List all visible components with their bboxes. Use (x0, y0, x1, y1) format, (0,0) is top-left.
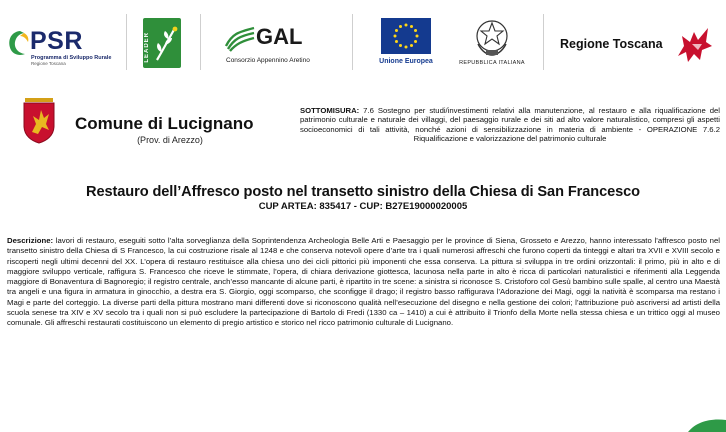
leader-plant-icon (153, 24, 179, 62)
psr-logo (6, 22, 122, 66)
gal-waves-icon (224, 24, 256, 52)
description-label: Descrizione: (7, 236, 54, 245)
eu-star-icon (416, 35, 419, 38)
comune-province: (Prov. di Arezzo) (137, 135, 203, 145)
eu-star-icon (399, 25, 402, 28)
eu-star-icon (414, 29, 417, 32)
eu-star-icon (405, 46, 408, 49)
repubblica-label: REPUBBLICA ITALIANA (459, 60, 525, 66)
comune-crest-icon (22, 96, 56, 144)
sottomisura-label: SOTTOMISURA: (300, 106, 360, 115)
winged-horse-icon (672, 22, 716, 66)
project-title: Restauro dell’Affresco posto nel transetto sinistro della Chiesa di San Francesco (86, 184, 640, 200)
logo-strip (0, 0, 726, 82)
comune-name: Comune di Lucignano (75, 114, 254, 133)
repubblica-logo (452, 16, 532, 70)
sottomisura-body: 7.6 Sostegno per studi/investimenti relativi alla manutenzione, al restauro e alla riqualificazione del patrimonio culturale e naturale dei villaggi, del paesaggio rurale e dei siti ad alto valore naturalistico, compresi gli aspetti socioeconomici di tali attività, nonché azioni di sensibilizzazione in materia di ambiente - OPERAZIONE 7.6.2 Riqualificazione e valorizzazione del patrimonio culturale (300, 106, 720, 144)
gal-wordmark: GAL (256, 24, 303, 49)
eu-star-icon (414, 40, 417, 43)
eu-label: Unione Europea (379, 58, 433, 65)
italian-emblem-icon (474, 16, 510, 58)
logo-divider (543, 14, 544, 70)
corner-decoration-icon (686, 410, 726, 432)
logo-divider (352, 14, 353, 70)
logo-divider (126, 14, 127, 70)
psr-small-caption: Regione Toscana (31, 61, 66, 66)
psr-swoosh-icon (6, 28, 30, 58)
toscana-label: Regione Toscana (560, 37, 663, 51)
eu-star-icon (410, 25, 413, 28)
psr-wordmark: PSR (30, 27, 83, 55)
sottomisura-text (300, 106, 720, 144)
leader-logo (143, 18, 181, 68)
gal-logo (224, 22, 314, 68)
toscana-logo (560, 22, 720, 68)
eu-star-icon (395, 40, 398, 43)
description-body: lavori di restauro, eseguiti sotto l’alta sorveglianza della Soprintendenza Archeologia Belle Arti e Paesaggio per le province di Siena, Grosseto e Arezzo, hanno interessato l’affresco posto nel transetto sinistro della Chiesa di S Francesco, la cui costruzione risale al 1248 e che conserva notevoli opere d’arte tra i quali numerosi affreschi che furono coperti da tinteggi e altari tra XVII e XVIII secolo e riscoperti negli ultimi decenni del XX. L’opera di restauro restituisce alla chiesa uno dei cicli pittorici più imponenti che essa conserva. La pittura si sviluppa in tre ordini orizzontali: il primo, più in alto e di maggiore sviluppo verticale, raffigura S. Francesco che riceve le stimmate, l’opera, di chiara derivazione giottesca, lacunosa nella parte in alto è ricca di particolari naturalistici e riferimenti alla Leggenda maggiore di Bonaventura di Bagnoregio; il registro centrale, anch’esso mancante di alcune parti, è ripartito in tre scene: a sinistra si riconosce S. Cristoforo col Gesù bambino sulle spalle, al centro una Maestà tra angeli e una figura in armatura in ginocchio, a destra era S. Giorgio, oggi scomparso, che sconfigge il drago; il registro basso raffigurava l’Adorazione dei Magi, oggi la natività è scomparsa ma restano i Magi e parte del corteggio. La diverse parti della pittura mostrano mani differenti dove si riconoscono qualità nell’esecuzione del disegno e nella gestione dei colori; l’attribuzione può ascriversi ad artisti della scuola senese tra XIV e XV secolo tra i quali non si può escludere la partecipazione di Bartolo di Fredi (1330 ca – 1410) a cui è attribuito il Trionfo della Morte nella stessa chiesa e un trittico oggi al museo comunale. Gli affreschi restaurati costituiscono un elemento di pregio artistico e storico nel ricco patrimonio culturale di Lucignano. (7, 236, 720, 328)
comune-header (0, 86, 726, 156)
eu-stars-icon (381, 18, 431, 54)
eu-star-icon (410, 44, 413, 47)
eu-logo (377, 18, 435, 70)
psr-subtitle: Programma di Sviluppo Rurale (31, 55, 112, 61)
gal-subtitle: Consorzio Appennino Aretino (226, 57, 310, 64)
description-paragraph (7, 236, 720, 329)
eu-star-icon (399, 44, 402, 47)
leader-label: LEADER (144, 32, 150, 63)
eu-star-icon (395, 29, 398, 32)
eu-flag (381, 18, 431, 54)
eu-star-icon (394, 35, 397, 38)
cup-codes: CUP ARTEA: 835417 - CUP: B27E19000020005 (258, 201, 468, 212)
logo-divider (200, 14, 201, 70)
eu-star-icon (405, 24, 408, 27)
